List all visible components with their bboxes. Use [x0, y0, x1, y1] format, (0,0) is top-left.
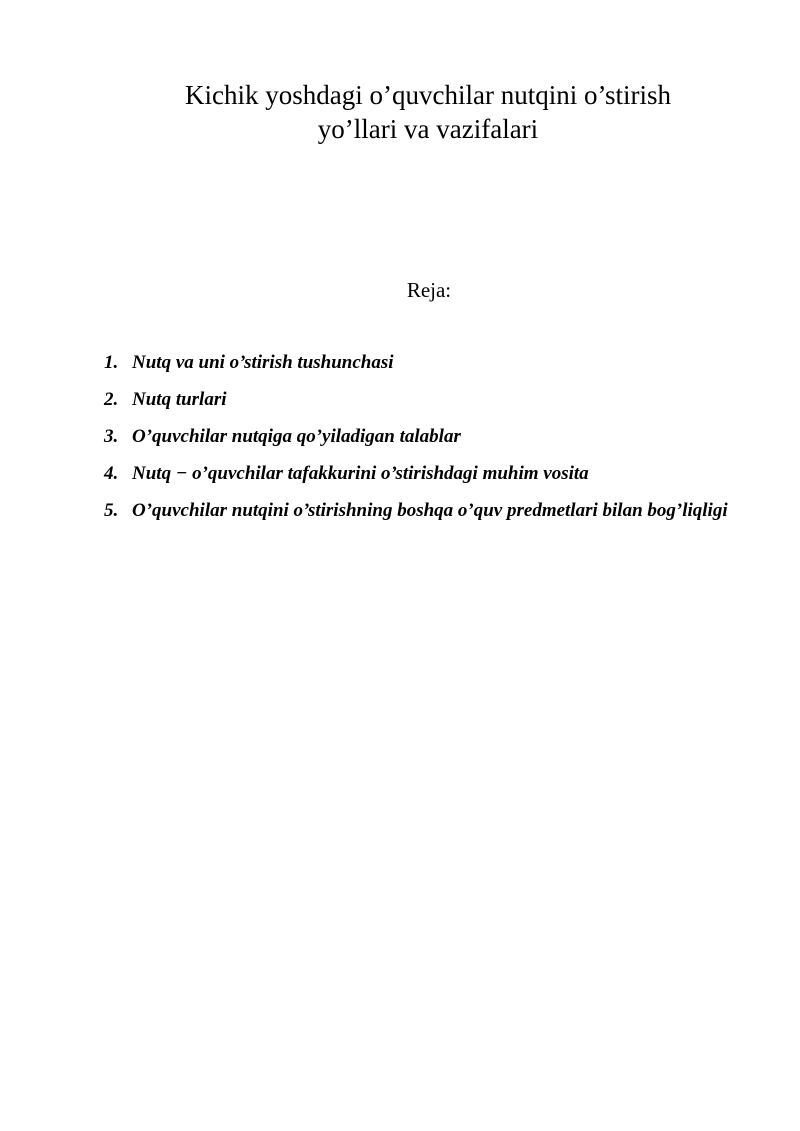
plan-item-text: O’quvchilar nutqini o’stirishning boshqa o’quv predmetlari bilan bog’liqligi	[132, 500, 728, 521]
plan-item	[104, 455, 744, 492]
title-line-1: Kichik yoshdagi o’quvchilar nutqini o’stirish	[185, 80, 671, 110]
plan-item-text: Nutq − o’quvchilar tafakkurini o’stirishdagi muhim vosita	[132, 463, 589, 484]
plan-item-text: Nutq turlari	[132, 389, 227, 410]
plan-item-text: Nutq va uni o’stirish tushunchasi	[132, 352, 394, 373]
plan-list	[104, 344, 744, 529]
plan-item-number: 2.	[104, 389, 119, 410]
plan-item	[104, 418, 744, 455]
plan-item-text: O’quvchilar nutqiga qo’yiladigan talablar	[132, 426, 461, 447]
plan-heading: Reja:	[406, 278, 452, 302]
plan-item-number: 3.	[104, 426, 119, 447]
plan-item	[104, 492, 744, 529]
plan-item-number: 1.	[104, 352, 119, 373]
plan-item-number: 5.	[104, 500, 119, 521]
plan-item	[104, 381, 744, 418]
document-title	[128, 78, 728, 146]
plan-item-number: 4.	[104, 463, 119, 484]
title-line-2: yo’llari va vazifalari	[317, 114, 539, 144]
plan-item	[104, 344, 744, 381]
